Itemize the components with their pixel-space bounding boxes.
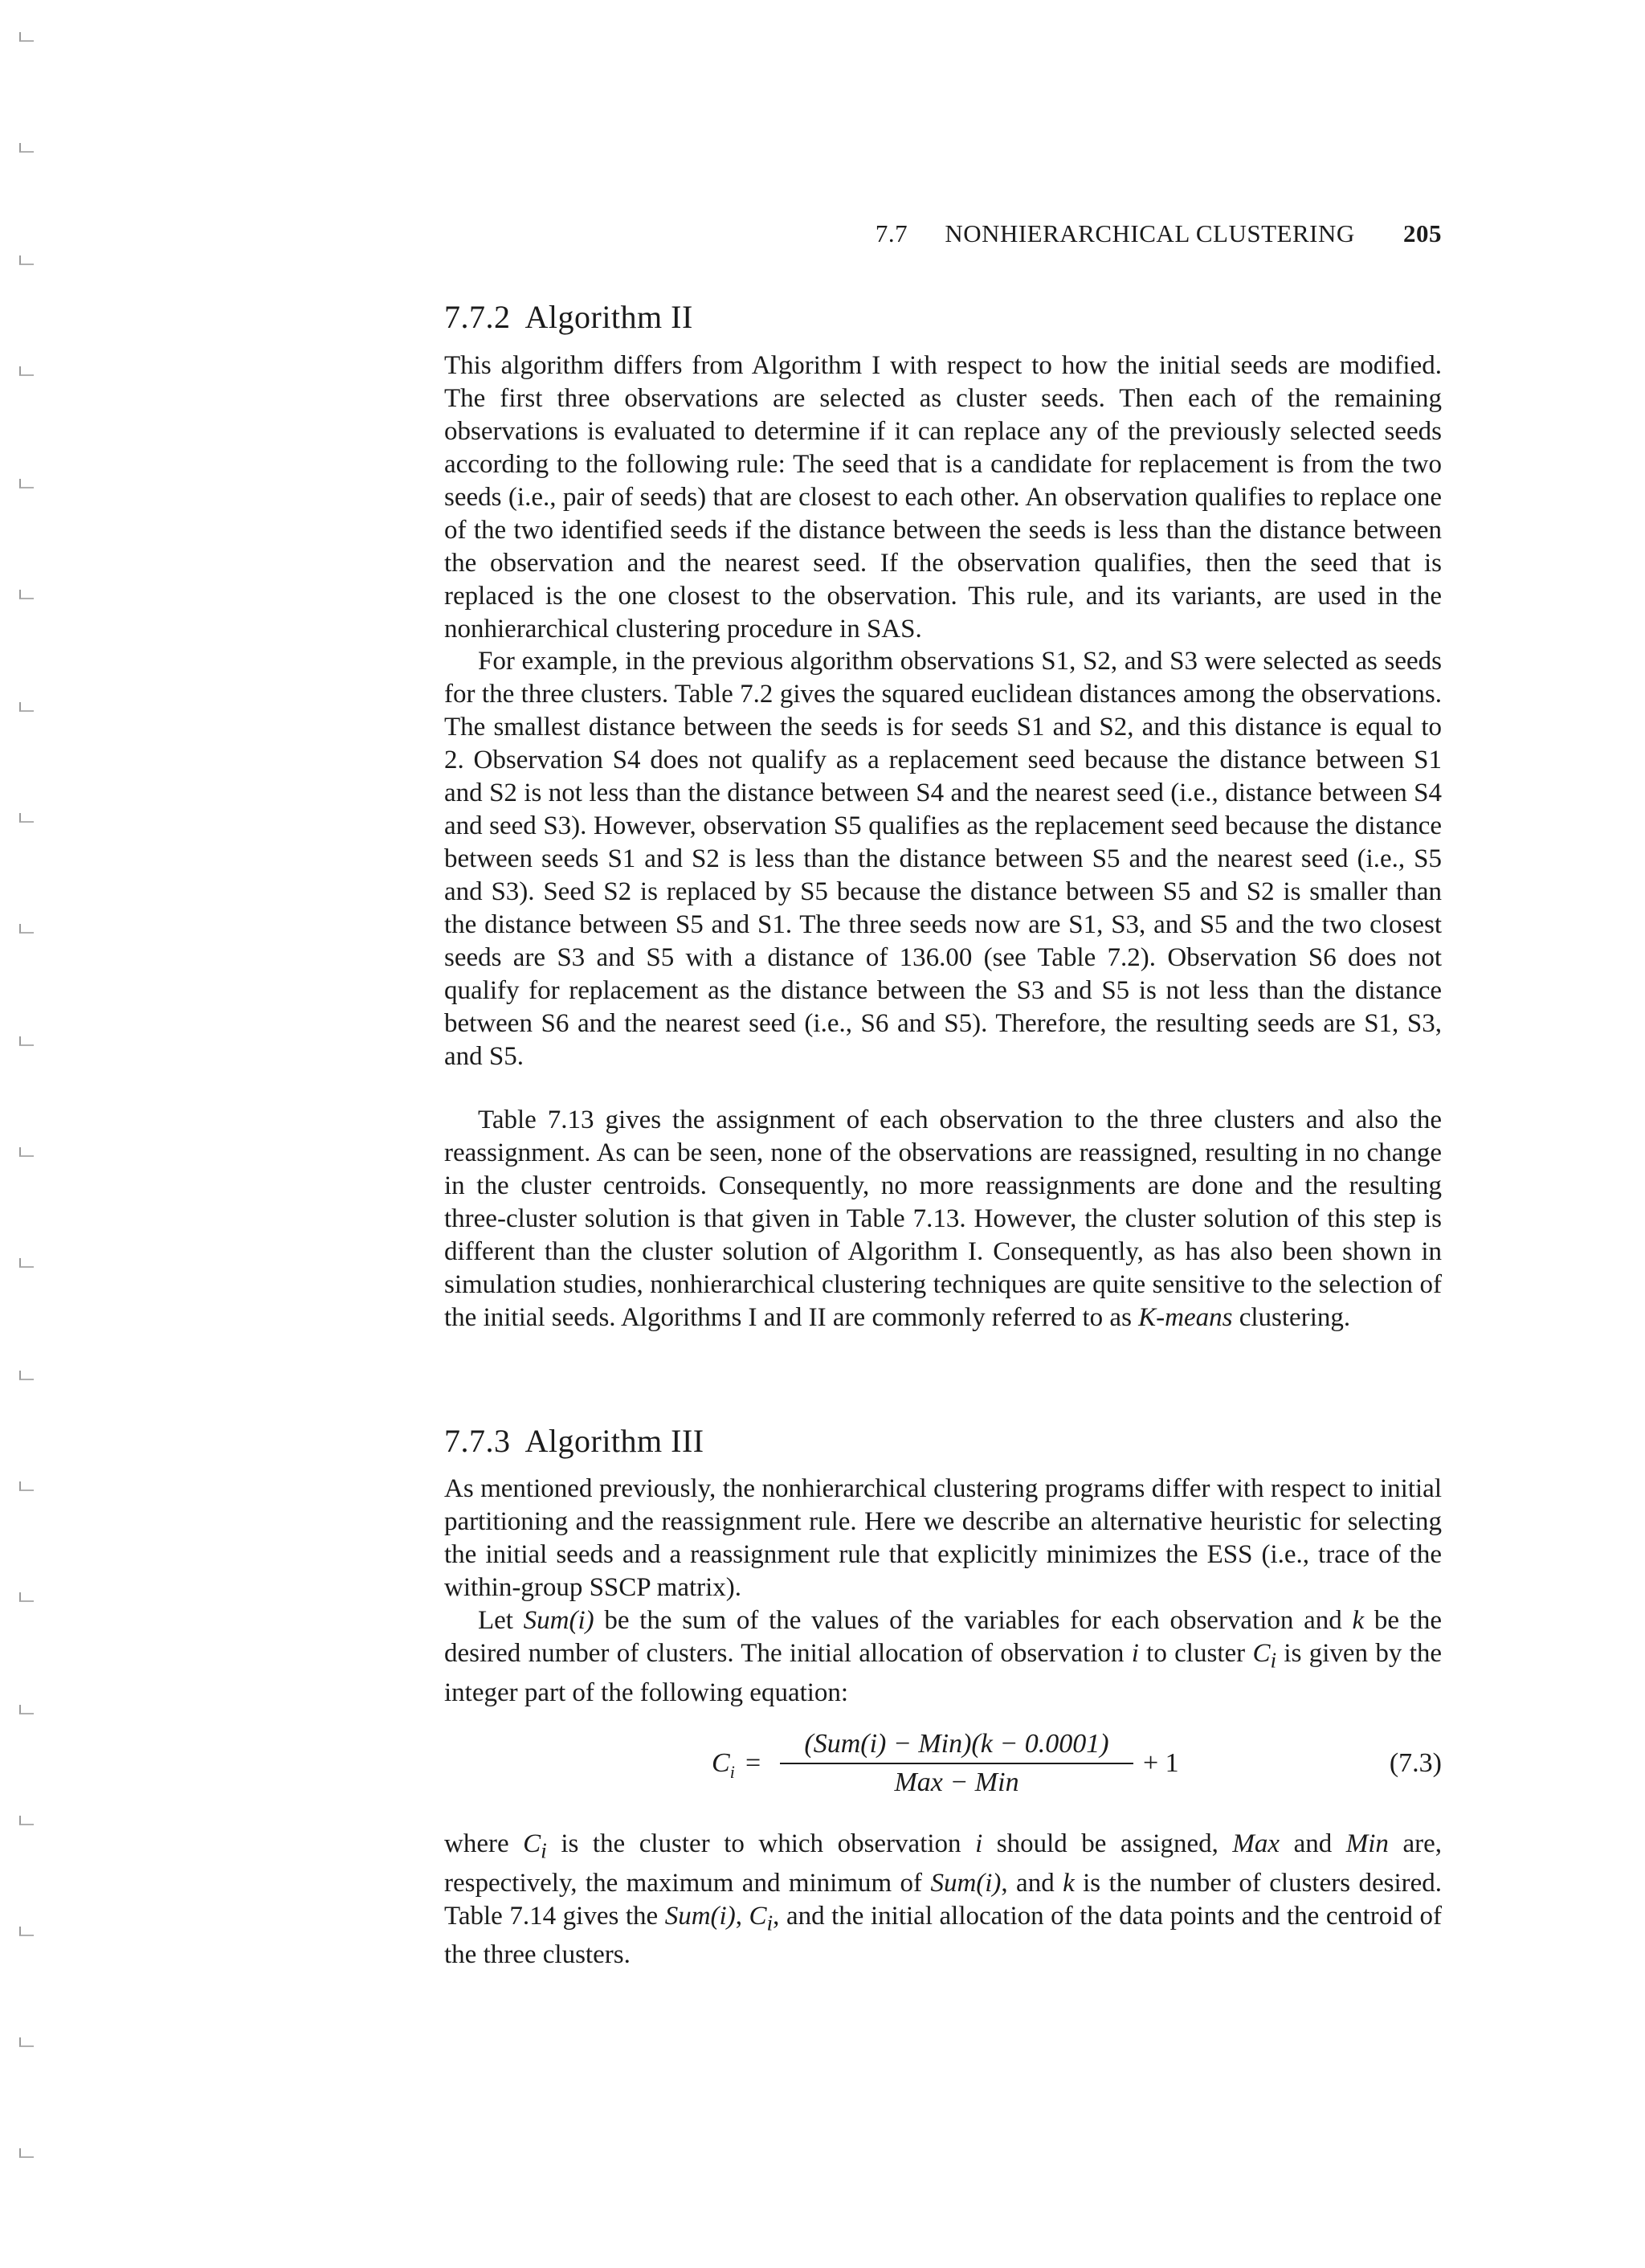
paragraph (444, 1104, 1442, 1334)
math-sum-i: Sum(i) (930, 1868, 1002, 1898)
section-heading-7-7-3 (444, 1422, 704, 1460)
math-subscript: i (729, 1761, 735, 1782)
paragraph-text: should be assigned, (982, 1829, 1233, 1858)
equation-plus-one: + 1 (1143, 1748, 1179, 1778)
equation-lhs (712, 1748, 735, 1783)
section-title: Algorithm II (525, 299, 693, 335)
running-head (444, 219, 1442, 248)
denominator-text: Max − Min (894, 1767, 1019, 1797)
paragraph-text: to cluster (1138, 1639, 1253, 1668)
paragraph-text: , and the initial allocation of the data points and the centroid of the three clusters. (444, 1901, 1442, 1970)
paragraph: For example, in the previous algorithm observations S1, S2, and S3 were selected as seeds for the three clusters. Table 7.2 gives the squared euclidean distances among the observations. The smallest distance between the seeds is for seeds S1 and S2, and this distance is equal to 2. Observation S4 does not qualify as a replacement seed because the distance between S1 and S2 is not less than the distance between S4 and the nearest seed (i.e., distance between S4 and seed S3). However, observation S5 qualifies as the replacement seed because the distance between seeds S1 and S2 is less than the distance between S5 and the nearest seed (i.e., S5 and S3). Seed S2 is replaced by S5 because the distance between S5 and S2 is smaller than the distance between S5 and S1. The three seeds now are S1, S3, and S5 and the two closest seeds are S3 and S5 with a distance of 136.00 (see Table 7.2). Observation S6 does not qualify for replacement as the distance between the S3 and S5 is not less than the distance between S6 and the nearest seed (i.e., S6 and S5). Therefore, the resulting seeds are S1, S3, and S5. (444, 647, 1442, 1071)
paragraph-text: , (735, 1901, 749, 1931)
math-c: C (749, 1901, 767, 1931)
math-sum-i: Sum(i) (523, 1606, 594, 1635)
equation-number: (7.3) (1389, 1748, 1442, 1778)
math-sum-i: Sum(i) (664, 1901, 736, 1931)
math-c: C (523, 1829, 541, 1858)
paragraph: As mentioned previously, the nonhierarchical clustering programs differ with respect to initial partitioning and the reassignment rule. Here we describe an alternative heuristic for selecting the initial seeds and a reassignment rule that explicitly minimizes the ESS (i.e., trace of the within-group SSCP matrix). (444, 1474, 1442, 1602)
term-k-means: K-means (1138, 1303, 1233, 1332)
math-subscript: i (1270, 1647, 1277, 1673)
running-head-section: 7.7 (875, 219, 908, 247)
paragraph (444, 1604, 1442, 1710)
math-subscript: i (766, 1910, 774, 1935)
paragraph-text: is the cluster to which observation (546, 1829, 976, 1858)
math-c: C (1252, 1639, 1271, 1668)
equation-numerator (780, 1729, 1133, 1764)
section-title: Algorithm III (525, 1423, 704, 1459)
equation-denominator (780, 1764, 1133, 1798)
paragraph-text: Table 7.13 gives the assignment of each observation to the three clusters and also the reassignment. As can be seen, none of the observations are reassigned, resulting in no change in the cluster centroids. Consequently, no more reassignments are done and the resulting three-cluster solution is that given in Table 7.13. However, the cluster solution of this step is different than the cluster solution of Algorithm I. Consequently, as has also been shown in simulation studies, nonhierarchical clustering techniques are quite sensitive to the selection of the initial seeds. Algorithms I and II are commonly referred to as (444, 1105, 1442, 1332)
binding-edge-marks (19, 0, 37, 2268)
math-i: i (1131, 1639, 1139, 1668)
paragraph-text: is the number of clusters desired. Table 7.14 gives the (444, 1868, 1443, 1931)
math-k: k (1063, 1868, 1075, 1898)
paragraph-text: , and (1001, 1868, 1063, 1898)
math-i: i (975, 1829, 983, 1858)
math-subscript: i (541, 1837, 547, 1863)
paragraph-text: and (1280, 1829, 1346, 1858)
section-number: 7.7.3 (444, 1423, 511, 1459)
paragraph-text: be the sum of the values of the variables for each observation and (594, 1606, 1353, 1635)
equals-sign: = (745, 1748, 761, 1778)
paragraph (444, 1828, 1442, 1972)
paragraph-text: Let (478, 1606, 524, 1635)
page-number: 205 (1403, 219, 1442, 247)
math-k: k (1352, 1606, 1365, 1635)
paragraph-text: is given by the integer part of the following equation: (444, 1639, 1442, 1707)
paragraph-text: are, respectively, the maximum and minimum of (444, 1829, 1442, 1898)
math-c: C (712, 1748, 730, 1778)
paragraph-text: be the desired number of clusters. The initial allocation of observation (444, 1606, 1442, 1668)
equation-fraction (780, 1729, 1133, 1798)
paragraph-text: clustering. (1232, 1303, 1351, 1332)
running-head-title: NONHIERARCHICAL CLUSTERING (945, 219, 1355, 247)
section-heading-7-7-2 (444, 298, 693, 336)
math-max: Max (1232, 1829, 1280, 1858)
math-min: Min (1345, 1829, 1389, 1858)
paragraph-text: where (444, 1829, 524, 1858)
section-number: 7.7.2 (444, 299, 511, 335)
equation-7-3 (444, 1729, 1442, 1809)
paragraph: This algorithm differs from Algorithm I with respect to how the initial seeds are modified. The first three observations are selected as cluster seeds. Then each of the remaining observations is evaluated to determine if it can replace any of the previously selected seeds according to the following rule: The seed that is a candidate for replacement is from the two seeds (i.e., pair of seeds) that are closest to each other. An observation qualifies to replace one of the two identified seeds if the distance between the seeds is less than the distance between the observation and the nearest seed. If the observation qualifies, then the seed that is replaced is the one closest to the observation. This rule, and its variants, are used in the nonhierarchical clustering procedure in SAS. (444, 351, 1442, 644)
numerator-text: (Sum(i) − Min)(k − 0.0001) (804, 1729, 1109, 1759)
